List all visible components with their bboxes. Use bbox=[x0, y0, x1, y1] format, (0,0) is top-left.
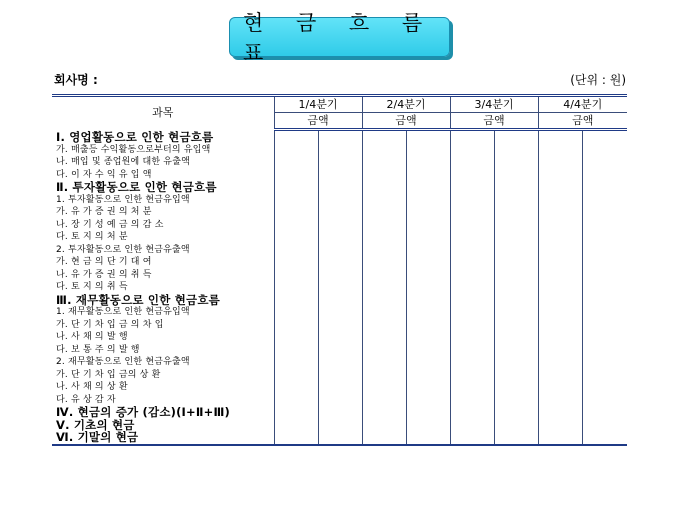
amount-cell[interactable] bbox=[538, 281, 582, 294]
amount-cell[interactable] bbox=[494, 344, 538, 357]
amount-cell[interactable] bbox=[538, 194, 582, 207]
amount-cell[interactable] bbox=[406, 269, 450, 282]
amount-cell[interactable] bbox=[450, 269, 494, 282]
amount-cell[interactable] bbox=[582, 281, 627, 294]
amount-cell[interactable] bbox=[582, 206, 627, 219]
amount-cell[interactable] bbox=[406, 206, 450, 219]
amount-cell[interactable] bbox=[318, 206, 362, 219]
amount-cell[interactable] bbox=[450, 194, 494, 207]
item-label: 다. 유 상 감 자 bbox=[52, 394, 274, 407]
amount-cell[interactable] bbox=[274, 331, 318, 344]
amount-cell[interactable] bbox=[406, 181, 450, 194]
amount-cell[interactable] bbox=[274, 394, 318, 407]
amount-cell[interactable] bbox=[406, 156, 450, 169]
amount-cell[interactable] bbox=[362, 231, 406, 244]
item-label: 다. 이 자 수 익 유 입 액 bbox=[52, 169, 274, 182]
amount-cell[interactable] bbox=[274, 269, 318, 282]
amount-cell[interactable] bbox=[362, 406, 406, 419]
amount-cell[interactable] bbox=[494, 369, 538, 382]
item-label: 2. 재무활동으로 인한 현금유출액 bbox=[52, 356, 274, 369]
amount-cell[interactable] bbox=[450, 181, 494, 194]
table-row bbox=[52, 181, 627, 194]
amount-cell[interactable] bbox=[318, 194, 362, 207]
table-row bbox=[52, 306, 627, 319]
company-name-label: 회사명 : bbox=[54, 73, 98, 87]
amount-cell[interactable] bbox=[274, 219, 318, 232]
amount-cell[interactable] bbox=[538, 356, 582, 369]
amount-cell[interactable] bbox=[406, 194, 450, 207]
amount-cell[interactable] bbox=[362, 431, 406, 445]
amount-cell[interactable] bbox=[362, 306, 406, 319]
amount-cell[interactable] bbox=[274, 344, 318, 357]
amount-cell[interactable] bbox=[362, 419, 406, 432]
amount-cell[interactable] bbox=[582, 431, 627, 445]
amount-cell[interactable] bbox=[538, 406, 582, 419]
item-label: 나. 사 채 의 상 환 bbox=[52, 381, 274, 394]
table-row bbox=[52, 269, 627, 282]
amount-cell[interactable] bbox=[318, 169, 362, 182]
amount-cell[interactable] bbox=[582, 419, 627, 432]
amount-cell[interactable] bbox=[450, 156, 494, 169]
amount-header-q3: 금액 bbox=[450, 113, 538, 130]
amount-cell[interactable] bbox=[362, 194, 406, 207]
amount-cell[interactable] bbox=[406, 294, 450, 307]
amount-cell[interactable] bbox=[274, 281, 318, 294]
amount-cell[interactable] bbox=[274, 294, 318, 307]
amount-cell[interactable] bbox=[318, 231, 362, 244]
amount-cell[interactable] bbox=[494, 356, 538, 369]
amount-cell[interactable] bbox=[318, 419, 362, 432]
table-row bbox=[52, 281, 627, 294]
amount-cell[interactable] bbox=[362, 394, 406, 407]
section-label: Ⅲ. 재무활동으로 인한 현금흐름 bbox=[52, 294, 274, 307]
table-row bbox=[52, 431, 627, 445]
amount-cell[interactable] bbox=[318, 306, 362, 319]
amount-cell[interactable] bbox=[582, 130, 627, 144]
amount-cell[interactable] bbox=[406, 319, 450, 332]
table-row bbox=[52, 394, 627, 407]
amount-cell[interactable] bbox=[406, 344, 450, 357]
section-label: Ⅳ. 현금의 증가 (감소)(Ⅰ+Ⅱ+Ⅲ) bbox=[52, 406, 274, 419]
amount-cell[interactable] bbox=[494, 269, 538, 282]
amount-cell[interactable] bbox=[450, 281, 494, 294]
amount-cell[interactable] bbox=[274, 130, 318, 144]
amount-cell[interactable] bbox=[582, 394, 627, 407]
item-label: 1. 투자활동으로 인한 현금유입액 bbox=[52, 194, 274, 207]
table-row bbox=[52, 331, 627, 344]
amount-header-q2: 금액 bbox=[362, 113, 450, 130]
amount-cell[interactable] bbox=[406, 419, 450, 432]
amount-cell[interactable] bbox=[362, 319, 406, 332]
amount-cell[interactable] bbox=[450, 431, 494, 445]
amount-cell[interactable] bbox=[406, 281, 450, 294]
amount-cell[interactable] bbox=[318, 144, 362, 157]
amount-cell[interactable] bbox=[406, 369, 450, 382]
amount-cell[interactable] bbox=[450, 319, 494, 332]
amount-cell[interactable] bbox=[494, 294, 538, 307]
amount-cell[interactable] bbox=[538, 130, 582, 144]
amount-cell[interactable] bbox=[582, 219, 627, 232]
amount-cell[interactable] bbox=[318, 344, 362, 357]
amount-cell[interactable] bbox=[406, 130, 450, 144]
amount-cell[interactable] bbox=[450, 369, 494, 382]
amount-cell[interactable] bbox=[494, 231, 538, 244]
amount-cell[interactable] bbox=[318, 244, 362, 257]
amount-cell[interactable] bbox=[362, 256, 406, 269]
section-label: Ⅵ. 기말의 현금 bbox=[52, 431, 274, 445]
amount-cell[interactable] bbox=[274, 406, 318, 419]
amount-cell[interactable] bbox=[406, 381, 450, 394]
table-row bbox=[52, 319, 627, 332]
amount-cell[interactable] bbox=[318, 269, 362, 282]
table-row bbox=[52, 130, 627, 144]
amount-cell[interactable] bbox=[538, 431, 582, 445]
amount-cell[interactable] bbox=[582, 381, 627, 394]
amount-cell[interactable] bbox=[274, 181, 318, 194]
amount-cell[interactable] bbox=[494, 406, 538, 419]
amount-cell[interactable] bbox=[538, 231, 582, 244]
item-label: 가. 현 금 의 단 기 대 여 bbox=[52, 256, 274, 269]
page-title: 현 금 흐 름 표 bbox=[243, 11, 436, 65]
table-row bbox=[52, 231, 627, 244]
amount-cell[interactable] bbox=[538, 206, 582, 219]
amount-cell[interactable] bbox=[274, 356, 318, 369]
amount-cell[interactable] bbox=[582, 144, 627, 157]
item-label: 가. 매출등 수익활동으로부터의 유입액 bbox=[52, 144, 274, 157]
amount-cell[interactable] bbox=[538, 156, 582, 169]
item-label: 다. 토 지 의 처 분 bbox=[52, 231, 274, 244]
item-label: 나. 장 기 성 예 금 의 감 소 bbox=[52, 219, 274, 232]
amount-cell[interactable] bbox=[450, 356, 494, 369]
amount-cell[interactable] bbox=[318, 369, 362, 382]
amount-cell[interactable] bbox=[274, 319, 318, 332]
amount-cell[interactable] bbox=[582, 356, 627, 369]
amount-cell[interactable] bbox=[362, 244, 406, 257]
amount-header-q4: 금액 bbox=[538, 113, 627, 130]
amount-cell[interactable] bbox=[406, 406, 450, 419]
item-label: 가. 단 기 차 입 금의 상 환 bbox=[52, 369, 274, 382]
table-row bbox=[52, 169, 627, 182]
quarter-4-header: 4/4분기 bbox=[538, 96, 627, 113]
amount-cell[interactable] bbox=[406, 394, 450, 407]
amount-cell[interactable] bbox=[362, 144, 406, 157]
amount-cell[interactable] bbox=[318, 219, 362, 232]
amount-cell[interactable] bbox=[450, 306, 494, 319]
amount-cell[interactable] bbox=[274, 419, 318, 432]
amount-cell[interactable] bbox=[318, 256, 362, 269]
amount-cell[interactable] bbox=[582, 156, 627, 169]
amount-cell[interactable] bbox=[582, 269, 627, 282]
amount-cell[interactable] bbox=[318, 281, 362, 294]
amount-cell[interactable] bbox=[318, 156, 362, 169]
amount-cell[interactable] bbox=[406, 144, 450, 157]
amount-cell[interactable] bbox=[406, 244, 450, 257]
table-row bbox=[52, 156, 627, 169]
amount-cell[interactable] bbox=[582, 319, 627, 332]
amount-cell[interactable] bbox=[450, 206, 494, 219]
amount-cell[interactable] bbox=[318, 130, 362, 144]
amount-cell[interactable] bbox=[538, 269, 582, 282]
amount-cell[interactable] bbox=[494, 194, 538, 207]
quarter-1-header: 1/4분기 bbox=[274, 96, 362, 113]
amount-cell[interactable] bbox=[406, 306, 450, 319]
amount-cell[interactable] bbox=[450, 231, 494, 244]
amount-cell[interactable] bbox=[362, 169, 406, 182]
section-label: Ⅱ. 투자활동으로 인한 현금흐름 bbox=[52, 181, 274, 194]
amount-cell[interactable] bbox=[538, 294, 582, 307]
amount-cell[interactable] bbox=[538, 394, 582, 407]
item-label: 나. 유 가 증 권 의 취 득 bbox=[52, 269, 274, 282]
amount-cell[interactable] bbox=[318, 381, 362, 394]
table-row bbox=[52, 419, 627, 432]
amount-cell[interactable] bbox=[538, 219, 582, 232]
amount-cell[interactable] bbox=[538, 256, 582, 269]
amount-cell[interactable] bbox=[274, 431, 318, 445]
amount-cell[interactable] bbox=[274, 369, 318, 382]
amount-cell[interactable] bbox=[538, 144, 582, 157]
amount-cell[interactable] bbox=[450, 256, 494, 269]
amount-cell[interactable] bbox=[582, 169, 627, 182]
amount-cell[interactable] bbox=[274, 306, 318, 319]
amount-cell[interactable] bbox=[494, 394, 538, 407]
section-label: Ⅴ. 기초의 현금 bbox=[52, 419, 274, 432]
amount-cell[interactable] bbox=[538, 344, 582, 357]
table-row bbox=[52, 356, 627, 369]
amount-cell[interactable] bbox=[362, 344, 406, 357]
amount-cell[interactable] bbox=[450, 294, 494, 307]
amount-cell[interactable] bbox=[362, 206, 406, 219]
amount-cell[interactable] bbox=[362, 369, 406, 382]
table-row bbox=[52, 194, 627, 207]
amount-cell[interactable] bbox=[450, 381, 494, 394]
amount-cell[interactable] bbox=[582, 406, 627, 419]
amount-cell[interactable] bbox=[538, 319, 582, 332]
amount-cell[interactable] bbox=[494, 331, 538, 344]
amount-cell[interactable] bbox=[274, 169, 318, 182]
amount-cell[interactable] bbox=[538, 169, 582, 182]
quarter-3-header: 3/4분기 bbox=[450, 96, 538, 113]
amount-cell[interactable] bbox=[406, 331, 450, 344]
section-label: Ⅰ. 영업활동으로 인한 현금흐름 bbox=[52, 130, 274, 144]
amount-cell[interactable] bbox=[362, 269, 406, 282]
amount-cell[interactable] bbox=[494, 169, 538, 182]
amount-cell[interactable] bbox=[494, 306, 538, 319]
table-row bbox=[52, 294, 627, 307]
amount-cell[interactable] bbox=[494, 281, 538, 294]
amount-cell[interactable] bbox=[582, 369, 627, 382]
item-label: 나. 사 채 의 발 행 bbox=[52, 331, 274, 344]
amount-cell[interactable] bbox=[318, 181, 362, 194]
amount-cell[interactable] bbox=[582, 256, 627, 269]
amount-cell[interactable] bbox=[538, 381, 582, 394]
amount-cell[interactable] bbox=[582, 306, 627, 319]
amount-cell[interactable] bbox=[406, 431, 450, 445]
amount-cell[interactable] bbox=[494, 156, 538, 169]
amount-cell[interactable] bbox=[406, 169, 450, 182]
item-label: 나. 매입 및 종업원에 대한 유출액 bbox=[52, 156, 274, 169]
amount-cell[interactable] bbox=[406, 356, 450, 369]
amount-cell[interactable] bbox=[274, 256, 318, 269]
amount-cell[interactable] bbox=[362, 381, 406, 394]
amount-cell[interactable] bbox=[274, 381, 318, 394]
amount-cell[interactable] bbox=[494, 244, 538, 257]
amount-cell[interactable] bbox=[538, 331, 582, 344]
amount-cell[interactable] bbox=[274, 144, 318, 157]
table-row bbox=[52, 381, 627, 394]
amount-cell[interactable] bbox=[450, 144, 494, 157]
amount-cell[interactable] bbox=[362, 130, 406, 144]
amount-cell[interactable] bbox=[362, 156, 406, 169]
item-label: 다. 보 통 주 의 발 행 bbox=[52, 344, 274, 357]
title-banner bbox=[229, 11, 450, 65]
table-row bbox=[52, 256, 627, 269]
amount-cell[interactable] bbox=[318, 356, 362, 369]
item-label: 가. 단 기 차 입 금 의 차 입 bbox=[52, 319, 274, 332]
amount-cell[interactable] bbox=[450, 344, 494, 357]
subject-header: 과목 bbox=[52, 96, 274, 130]
amount-cell[interactable] bbox=[318, 319, 362, 332]
amount-cell[interactable] bbox=[494, 181, 538, 194]
amount-header-q1: 금액 bbox=[274, 113, 362, 130]
amount-cell[interactable] bbox=[582, 294, 627, 307]
table-row bbox=[52, 206, 627, 219]
amount-cell[interactable] bbox=[494, 256, 538, 269]
amount-cell[interactable] bbox=[450, 394, 494, 407]
table-row bbox=[52, 344, 627, 357]
amount-cell[interactable] bbox=[406, 231, 450, 244]
table-row bbox=[52, 144, 627, 157]
amount-cell[interactable] bbox=[494, 431, 538, 445]
amount-cell[interactable] bbox=[450, 169, 494, 182]
amount-cell[interactable] bbox=[450, 219, 494, 232]
amount-cell[interactable] bbox=[582, 331, 627, 344]
amount-cell[interactable] bbox=[538, 306, 582, 319]
amount-cell[interactable] bbox=[450, 406, 494, 419]
amount-cell[interactable] bbox=[450, 130, 494, 144]
item-label: 1. 재무활동으로 인한 현금유입액 bbox=[52, 306, 274, 319]
unit-label: (단위 : 원) bbox=[570, 73, 626, 87]
amount-cell[interactable] bbox=[494, 130, 538, 144]
amount-cell[interactable] bbox=[362, 281, 406, 294]
amount-cell[interactable] bbox=[362, 356, 406, 369]
amount-cell[interactable] bbox=[538, 369, 582, 382]
amount-cell[interactable] bbox=[494, 219, 538, 232]
table-row bbox=[52, 244, 627, 257]
amount-cell[interactable] bbox=[494, 381, 538, 394]
amount-cell[interactable] bbox=[274, 206, 318, 219]
amount-cell[interactable] bbox=[494, 144, 538, 157]
amount-cell[interactable] bbox=[450, 244, 494, 257]
item-label: 다. 토 지 의 취 득 bbox=[52, 281, 274, 294]
item-label: 가. 유 가 증 권 의 처 분 bbox=[52, 206, 274, 219]
amount-cell[interactable] bbox=[362, 219, 406, 232]
amount-cell[interactable] bbox=[318, 406, 362, 419]
amount-cell[interactable] bbox=[582, 194, 627, 207]
item-label: 2. 투자활동으로 인한 현금유출액 bbox=[52, 244, 274, 257]
table-row bbox=[52, 369, 627, 382]
amount-cell[interactable] bbox=[274, 156, 318, 169]
amount-cell[interactable] bbox=[318, 394, 362, 407]
amount-cell[interactable] bbox=[318, 331, 362, 344]
cash-flow-table bbox=[52, 94, 627, 446]
amount-cell[interactable] bbox=[450, 419, 494, 432]
amount-cell[interactable] bbox=[450, 331, 494, 344]
amount-cell[interactable] bbox=[406, 219, 450, 232]
amount-cell[interactable] bbox=[494, 419, 538, 432]
amount-cell[interactable] bbox=[494, 319, 538, 332]
amount-cell[interactable] bbox=[274, 194, 318, 207]
amount-cell[interactable] bbox=[582, 244, 627, 257]
amount-cell[interactable] bbox=[406, 256, 450, 269]
amount-cell[interactable] bbox=[494, 206, 538, 219]
amount-cell[interactable] bbox=[582, 344, 627, 357]
amount-cell[interactable] bbox=[582, 181, 627, 194]
amount-cell[interactable] bbox=[538, 419, 582, 432]
table-row bbox=[52, 219, 627, 232]
amount-cell[interactable] bbox=[538, 181, 582, 194]
amount-cell[interactable] bbox=[362, 181, 406, 194]
amount-cell[interactable] bbox=[538, 244, 582, 257]
amount-cell[interactable] bbox=[582, 231, 627, 244]
table-row bbox=[52, 406, 627, 419]
amount-cell[interactable] bbox=[362, 331, 406, 344]
amount-cell[interactable] bbox=[274, 231, 318, 244]
amount-cell[interactable] bbox=[318, 431, 362, 445]
amount-cell[interactable] bbox=[274, 244, 318, 257]
amount-cell[interactable] bbox=[318, 294, 362, 307]
quarter-2-header: 2/4분기 bbox=[362, 96, 450, 113]
amount-cell[interactable] bbox=[362, 294, 406, 307]
